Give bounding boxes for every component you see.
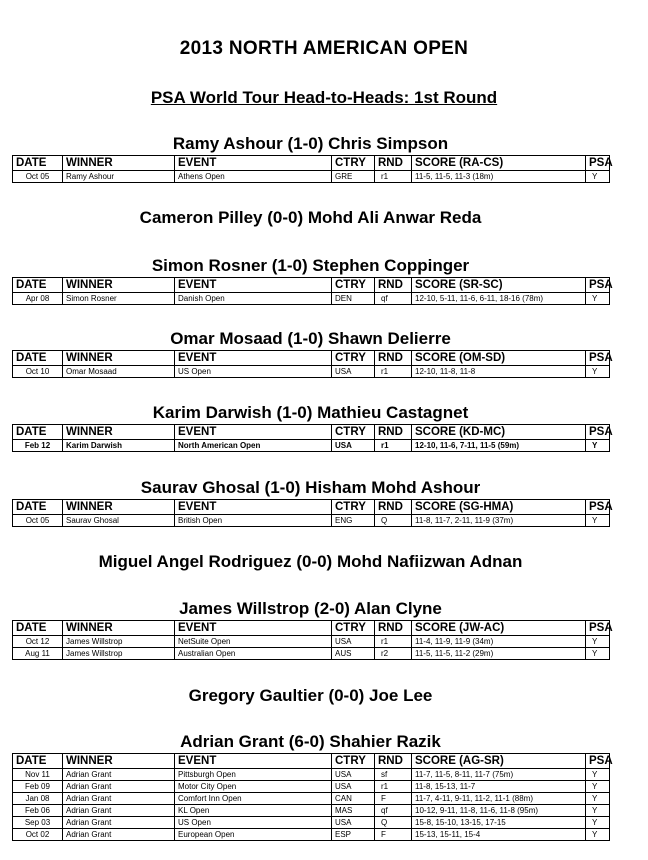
match-block [12, 207, 609, 229]
results-table [12, 155, 613, 183]
cell-date: Apr 08 [13, 293, 63, 305]
match-block [12, 598, 613, 660]
cell-round: F [375, 829, 412, 841]
cell-psa: Y [586, 636, 610, 648]
column-header-date: DATE [13, 754, 63, 769]
cell-round: r1 [375, 781, 412, 793]
cell-country: ESP [332, 829, 375, 841]
cell-round: qf [375, 293, 412, 305]
cell-event: Athens Open [175, 171, 332, 183]
results-table [12, 350, 613, 378]
column-header-date: DATE [13, 621, 63, 636]
match-block [12, 255, 613, 305]
cell-score: 11-5, 11-5, 11-2 (29m) [412, 648, 586, 660]
column-header-round: RND [375, 500, 412, 515]
cell-event: North American Open [175, 440, 332, 452]
table-header-row [13, 425, 610, 440]
cell-event: NetSuite Open [175, 636, 332, 648]
cell-score: 11-7, 4-11, 9-11, 11-2, 11-1 (88m) [412, 793, 586, 805]
match-block [12, 402, 613, 452]
table-row [13, 829, 610, 841]
column-header-score: SCORE (JW-AC) [412, 621, 586, 636]
column-header-event: EVENT [175, 351, 332, 366]
cell-psa: Y [586, 648, 610, 660]
table-row [13, 648, 610, 660]
table-row [13, 636, 610, 648]
column-header-psa: PSA [586, 278, 610, 293]
cell-event: US Open [175, 817, 332, 829]
table-row [13, 793, 610, 805]
table-row [13, 366, 610, 378]
cell-event: Danish Open [175, 293, 332, 305]
column-header-winner: WINNER [63, 351, 175, 366]
cell-score: 11-5, 11-5, 11-3 (18m) [412, 171, 586, 183]
cell-score: 15-13, 15-11, 15-4 [412, 829, 586, 841]
cell-round: Q [375, 515, 412, 527]
results-table [12, 499, 613, 527]
column-header-date: DATE [13, 351, 63, 366]
match-heading: Adrian Grant (6-0) Shahier Razik [180, 732, 441, 751]
cell-country: GRE [332, 171, 375, 183]
cell-psa: Y [586, 366, 610, 378]
cell-winner: Adrian Grant [63, 829, 175, 841]
cell-round: F [375, 793, 412, 805]
cell-event: KL Open [175, 805, 332, 817]
cell-event: European Open [175, 829, 332, 841]
match-heading: Omar Mosaad (1-0) Shawn Delierre [170, 329, 451, 348]
cell-psa: Y [586, 805, 610, 817]
cell-winner: Ramy Ashour [63, 171, 175, 183]
column-header-date: DATE [13, 278, 63, 293]
cell-round: r1 [375, 636, 412, 648]
column-header-winner: WINNER [63, 156, 175, 171]
cell-event: Australian Open [175, 648, 332, 660]
match-block [12, 685, 609, 707]
cell-winner: Adrian Grant [63, 793, 175, 805]
cell-psa: Y [586, 829, 610, 841]
cell-round: sf [375, 769, 412, 781]
column-header-round: RND [375, 156, 412, 171]
match-heading: Miguel Angel Rodriguez (0-0) Mohd Nafiizwan Adnan [98, 552, 523, 571]
table-header-row [13, 278, 610, 293]
match-block [12, 551, 609, 573]
match-block [12, 731, 613, 841]
table-row [13, 817, 610, 829]
column-header-score: SCORE (OM-SD) [412, 351, 586, 366]
column-header-round: RND [375, 621, 412, 636]
cell-score: 12-10, 11-8, 11-8 [412, 366, 586, 378]
cell-psa: Y [586, 817, 610, 829]
page-title: 2013 NORTH AMERICAN OPEN [179, 38, 469, 59]
column-header-score: SCORE (AG-SR) [412, 754, 586, 769]
cell-psa: Y [586, 515, 610, 527]
column-header-country: CTRY [332, 156, 375, 171]
match-heading: Gregory Gaultier (0-0) Joe Lee [188, 686, 433, 705]
column-header-winner: WINNER [63, 278, 175, 293]
cell-winner: Omar Mosaad [63, 366, 175, 378]
column-header-event: EVENT [175, 500, 332, 515]
table-row [13, 805, 610, 817]
column-header-psa: PSA [586, 621, 610, 636]
results-table [12, 753, 613, 841]
cell-psa: Y [586, 293, 610, 305]
cell-date: Jan 08 [13, 793, 63, 805]
column-header-winner: WINNER [63, 500, 175, 515]
table-header-row [13, 156, 610, 171]
cell-winner: Adrian Grant [63, 769, 175, 781]
cell-country: USA [332, 817, 375, 829]
match-block [12, 328, 613, 378]
column-header-psa: PSA [586, 425, 610, 440]
cell-score: 11-8, 15-13, 11-7 [412, 781, 586, 793]
column-header-country: CTRY [332, 621, 375, 636]
cell-score: 12-10, 5-11, 11-6, 6-11, 18-16 (78m) [412, 293, 586, 305]
cell-country: AUS [332, 648, 375, 660]
match-heading: Karim Darwish (1-0) Mathieu Castagnet [152, 403, 469, 422]
cell-date: Feb 09 [13, 781, 63, 793]
cell-winner: Simon Rosner [63, 293, 175, 305]
cell-country: USA [332, 769, 375, 781]
table-row [13, 769, 610, 781]
table-header-row [13, 754, 610, 769]
cell-date: Oct 12 [13, 636, 63, 648]
column-header-event: EVENT [175, 754, 332, 769]
column-header-winner: WINNER [63, 425, 175, 440]
cell-round: qf [375, 805, 412, 817]
cell-round: r1 [375, 171, 412, 183]
column-header-event: EVENT [175, 621, 332, 636]
cell-date: Oct 05 [13, 171, 63, 183]
cell-country: USA [332, 366, 375, 378]
cell-date: Sep 03 [13, 817, 63, 829]
cell-score: 15-8, 15-10, 13-15, 17-15 [412, 817, 586, 829]
results-table [12, 277, 613, 305]
cell-event: Pittsburgh Open [175, 769, 332, 781]
match-heading: Ramy Ashour (1-0) Chris Simpson [172, 134, 449, 153]
column-header-country: CTRY [332, 754, 375, 769]
column-header-psa: PSA [586, 156, 610, 171]
column-header-score: SCORE (SR-SC) [412, 278, 586, 293]
match-heading: Saurav Ghosal (1-0) Hisham Mohd Ashour [140, 478, 481, 497]
cell-country: ENG [332, 515, 375, 527]
column-header-psa: PSA [586, 754, 610, 769]
cell-event: Comfort Inn Open [175, 793, 332, 805]
cell-date: Feb 12 [13, 440, 63, 452]
column-header-psa: PSA [586, 500, 610, 515]
column-header-date: DATE [13, 500, 63, 515]
table-row [13, 515, 610, 527]
cell-score: 10-12, 9-11, 11-8, 11-6, 11-8 (95m) [412, 805, 586, 817]
match-heading: James Willstrop (2-0) Alan Clyne [179, 599, 442, 618]
cell-country: USA [332, 440, 375, 452]
cell-psa: Y [586, 793, 610, 805]
cell-country: USA [332, 781, 375, 793]
cell-winner: Adrian Grant [63, 805, 175, 817]
cell-psa: Y [586, 440, 610, 452]
column-header-score: SCORE (SG-HMA) [412, 500, 586, 515]
cell-winner: Saurav Ghosal [63, 515, 175, 527]
cell-country: USA [332, 636, 375, 648]
page-subtitle: PSA World Tour Head-to-Heads: 1st Round [150, 88, 498, 107]
cell-date: Nov 11 [13, 769, 63, 781]
column-header-psa: PSA [586, 351, 610, 366]
cell-winner: James Willstrop [63, 636, 175, 648]
column-header-round: RND [375, 754, 412, 769]
cell-round: r1 [375, 366, 412, 378]
cell-date: Feb 06 [13, 805, 63, 817]
column-header-country: CTRY [332, 351, 375, 366]
results-table [12, 620, 613, 660]
column-header-round: RND [375, 425, 412, 440]
table-row [13, 781, 610, 793]
cell-event: US Open [175, 366, 332, 378]
cell-round: r1 [375, 440, 412, 452]
column-header-date: DATE [13, 156, 63, 171]
column-header-winner: WINNER [63, 754, 175, 769]
cell-score: 11-8, 11-7, 2-11, 11-9 (37m) [412, 515, 586, 527]
table-row [13, 171, 610, 183]
results-table [12, 424, 613, 452]
column-header-event: EVENT [175, 425, 332, 440]
column-header-date: DATE [13, 425, 63, 440]
column-header-winner: WINNER [63, 621, 175, 636]
column-header-round: RND [375, 278, 412, 293]
cell-date: Oct 10 [13, 366, 63, 378]
column-header-event: EVENT [175, 156, 332, 171]
cell-date: Aug 11 [13, 648, 63, 660]
cell-score: 12-10, 11-6, 7-11, 11-5 (59m) [412, 440, 586, 452]
cell-winner: Karim Darwish [63, 440, 175, 452]
cell-country: MAS [332, 805, 375, 817]
column-header-score: SCORE (RA-CS) [412, 156, 586, 171]
cell-psa: Y [586, 171, 610, 183]
match-heading: Cameron Pilley (0-0) Mohd Ali Anwar Reda [139, 208, 482, 227]
cell-score: 11-7, 11-5, 8-11, 11-7 (75m) [412, 769, 586, 781]
table-header-row [13, 500, 610, 515]
cell-psa: Y [586, 769, 610, 781]
table-row [13, 293, 610, 305]
cell-winner: Adrian Grant [63, 817, 175, 829]
cell-round: Q [375, 817, 412, 829]
column-header-score: SCORE (KD-MC) [412, 425, 586, 440]
column-header-country: CTRY [332, 425, 375, 440]
cell-score: 11-4, 11-9, 11-9 (34m) [412, 636, 586, 648]
column-header-country: CTRY [332, 278, 375, 293]
cell-round: r2 [375, 648, 412, 660]
cell-country: CAN [332, 793, 375, 805]
cell-date: Oct 05 [13, 515, 63, 527]
cell-winner: Adrian Grant [63, 781, 175, 793]
match-heading: Simon Rosner (1-0) Stephen Coppinger [151, 256, 470, 275]
match-block [12, 477, 613, 527]
cell-winner: James Willstrop [63, 648, 175, 660]
cell-event: Motor City Open [175, 781, 332, 793]
match-block [12, 133, 613, 183]
cell-date: Oct 02 [13, 829, 63, 841]
table-row [13, 440, 610, 452]
table-header-row [13, 621, 610, 636]
column-header-event: EVENT [175, 278, 332, 293]
cell-event: British Open [175, 515, 332, 527]
column-header-country: CTRY [332, 500, 375, 515]
table-header-row [13, 351, 610, 366]
cell-psa: Y [586, 781, 610, 793]
cell-country: DEN [332, 293, 375, 305]
column-header-round: RND [375, 351, 412, 366]
